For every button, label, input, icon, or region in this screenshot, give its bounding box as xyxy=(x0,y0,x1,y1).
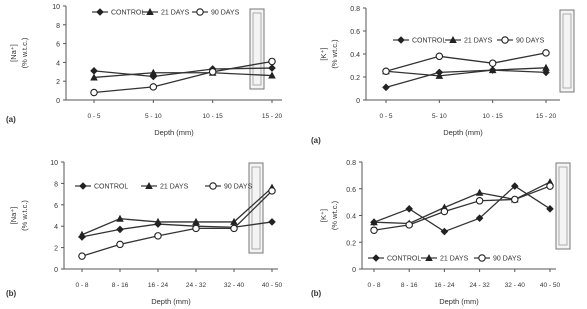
chart-panel-1 xyxy=(6,4,282,137)
x-tick-label: 24 - 32 xyxy=(469,282,490,289)
data-point xyxy=(268,218,276,226)
y-tick-label: 4 xyxy=(56,60,60,68)
side-label-box xyxy=(560,10,574,92)
legend-label: 90 DAYS xyxy=(224,183,253,191)
legend-label: 21 DAYS xyxy=(160,183,189,191)
y-tick-label: 4 xyxy=(54,224,58,232)
data-point xyxy=(441,228,449,236)
data-point xyxy=(512,196,518,202)
legend-marker xyxy=(210,183,216,189)
x-tick-label: 5 - 10 xyxy=(145,113,162,120)
side-label-box xyxy=(249,163,263,253)
data-point xyxy=(476,198,482,204)
y-tick-label: 8 xyxy=(56,22,60,30)
x-tick-label: 15 - 20 xyxy=(261,113,283,120)
x-axis-title: Depth (mm) xyxy=(151,297,191,306)
x-tick-label: 15 - 20 xyxy=(535,113,557,120)
x-tick-label: 32 - 40 xyxy=(223,282,245,289)
x-axis-title: Depth (mm) xyxy=(154,128,194,137)
y-axis-title-ion: [K⁺] xyxy=(319,208,328,223)
side-label-box xyxy=(556,163,570,249)
legend-marker xyxy=(96,8,104,16)
data-point xyxy=(150,84,156,90)
y-tick-label: 0.8 xyxy=(350,6,360,13)
x-tick-label: 0 - 5 xyxy=(379,113,393,120)
legend-marker xyxy=(479,255,485,261)
legend-marker xyxy=(502,37,508,43)
x-tick-label: 10 - 15 xyxy=(482,113,503,120)
data-point xyxy=(382,84,390,92)
series-line-1 xyxy=(374,186,550,231)
data-point xyxy=(79,253,85,259)
data-point xyxy=(543,50,549,56)
legend-marker xyxy=(397,36,405,44)
legend-label: CONTROL xyxy=(412,37,447,45)
legend-marker xyxy=(372,254,380,262)
legend-label: 21 DAYS xyxy=(440,255,469,263)
y-tick-label: 0.6 xyxy=(346,186,356,194)
y-tick-label: 0 xyxy=(54,267,58,274)
x-axis-title: Depth (mm) xyxy=(439,297,479,306)
data-point xyxy=(117,241,123,247)
legend-marker xyxy=(79,182,87,190)
legend-label: CONTROL xyxy=(94,183,129,191)
x-tick-label: 0 - 5 xyxy=(87,113,101,120)
y-axis-title-ion: [Na⁺] xyxy=(9,44,18,62)
data-point xyxy=(116,215,124,222)
y-axis-title-unit: (% w.t.c.) xyxy=(20,200,29,231)
x-tick-label: 24 - 32 xyxy=(185,282,207,289)
x-tick-label: 16 - 24 xyxy=(434,282,455,289)
series-line-2 xyxy=(374,182,550,223)
legend-label: 21 DAYS xyxy=(464,37,493,45)
side-label-box xyxy=(250,9,264,89)
x-tick-label: 10 - 15 xyxy=(202,113,223,120)
data-point xyxy=(193,225,199,231)
y-tick-label: 6 xyxy=(54,202,58,210)
data-point xyxy=(231,225,237,231)
y-tick-label: 2 xyxy=(56,79,60,87)
y-tick-label: 2 xyxy=(54,245,58,253)
series-line-2 xyxy=(82,188,272,235)
x-tick-label: 16 - 24 xyxy=(147,282,169,289)
chart-panel-4 xyxy=(311,160,570,306)
y-tick-label: 10 xyxy=(52,4,60,11)
data-point xyxy=(371,227,377,233)
data-point xyxy=(268,64,276,72)
y-axis-title-ion: [K⁺] xyxy=(319,47,328,61)
y-tick-label: 0 xyxy=(352,267,356,274)
data-point xyxy=(547,183,553,189)
panel-label: (b) xyxy=(6,289,17,298)
series-line-3 xyxy=(94,61,272,92)
y-tick-label: 0.4 xyxy=(350,52,360,59)
x-tick-label: 40 - 50 xyxy=(261,282,283,289)
data-point xyxy=(116,226,124,234)
legend-label: 90 DAYS xyxy=(516,37,545,45)
y-axis-title-unit: (% wt.c.) xyxy=(330,200,339,231)
data-point xyxy=(436,53,442,59)
chart-panel-2 xyxy=(311,6,574,145)
y-axis-title-ion: [Na⁺] xyxy=(9,206,18,225)
legend-label: CONTROL xyxy=(111,9,146,17)
y-tick-label: 0.6 xyxy=(350,29,360,36)
y-tick-label: 6 xyxy=(56,41,60,49)
series-line-3 xyxy=(82,191,272,256)
x-tick-label: 5- 10 xyxy=(431,113,447,120)
x-tick-label: 8 - 16 xyxy=(400,282,418,289)
legend-label: 90 DAYS xyxy=(211,9,240,17)
data-point xyxy=(441,208,447,214)
x-tick-label: 32 - 40 xyxy=(504,282,525,289)
y-tick-label: 0 xyxy=(56,98,60,105)
y-axis-title-unit: (% wt.c.) xyxy=(330,39,339,69)
data-point xyxy=(406,222,412,228)
x-axis-title: Depth (mm) xyxy=(443,128,483,137)
data-point xyxy=(405,205,413,213)
panel-label: (a) xyxy=(311,136,321,145)
data-point xyxy=(91,89,97,95)
x-tick-label: 0 - 8 xyxy=(367,282,381,289)
y-tick-label: 0.4 xyxy=(346,213,356,221)
panel-label: (b) xyxy=(311,289,322,298)
series-line-1 xyxy=(82,222,272,237)
legend-marker xyxy=(197,9,203,15)
y-tick-label: 0.2 xyxy=(346,240,356,248)
legend-label: 21 DAYS xyxy=(161,9,190,17)
x-tick-label: 8 - 16 xyxy=(111,282,129,289)
data-point xyxy=(383,68,389,74)
y-tick-label: 0 xyxy=(356,98,360,105)
legend-label: CONTROL xyxy=(387,255,422,263)
data-point xyxy=(269,188,275,194)
data-point xyxy=(546,205,554,213)
x-tick-label: 0 - 8 xyxy=(75,282,89,289)
data-point xyxy=(209,69,215,75)
chart-panel-3 xyxy=(6,160,282,306)
panel-label: (a) xyxy=(6,115,16,124)
x-tick-label: 40 - 50 xyxy=(539,282,561,289)
data-point xyxy=(155,233,161,239)
y-axis-title-unit: (% w.t.c.) xyxy=(20,37,29,69)
data-point xyxy=(269,58,275,64)
y-tick-label: 10 xyxy=(50,160,58,167)
y-tick-label: 8 xyxy=(54,181,58,189)
legend-label: 90 DAYS xyxy=(493,255,522,263)
y-tick-label: 0.8 xyxy=(346,160,356,167)
y-tick-label: 0.2 xyxy=(350,75,360,82)
data-point xyxy=(476,189,484,196)
data-point xyxy=(489,60,495,66)
